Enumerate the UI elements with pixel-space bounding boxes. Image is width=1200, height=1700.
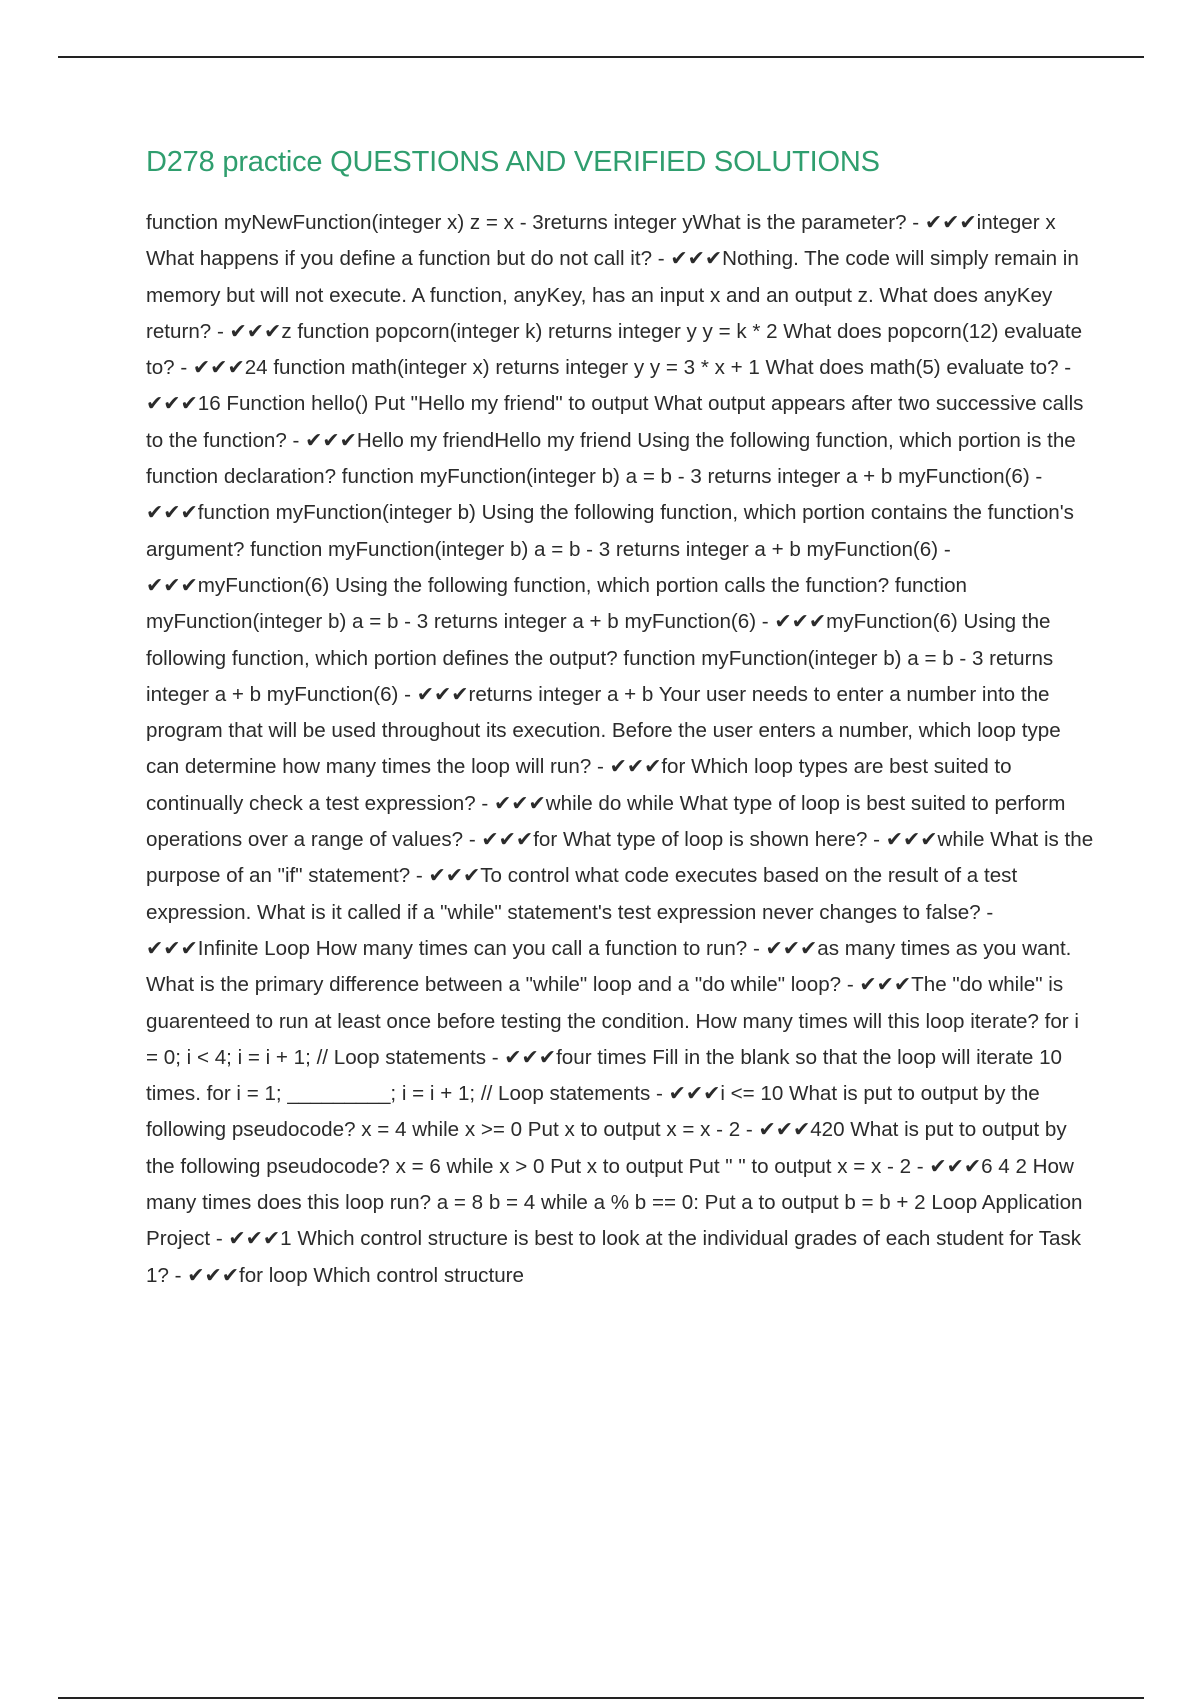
top-divider: [58, 56, 1144, 58]
bottom-divider: [58, 1697, 1144, 1699]
document-title: D278 practice QUESTIONS AND VERIFIED SOLUTIONS: [146, 146, 880, 178]
document-body-text: function myNewFunction(integer x) z = x - 3returns integer yWhat is the parameter? - ✔✔✔integer x What happens if you define a function but do not call it? - ✔✔✔Nothing. The code will simply remain in memory but will not execute. A function, anyKey, has an input x and an output z. What does anyKey return? - ✔✔✔z function popcorn(integer k) returns integer y y = k * 2 What does popcorn(12) evaluate to? - ✔✔✔24 function math(integer x) returns integer y y = 3 * x + 1 What does math(5) evaluate to? - ✔✔✔16 Function hello() Put "Hello my friend" to output What output appears after two successive calls to the function? - ✔✔✔Hello my friendHello my friend Using the following function, which portion is the function declaration? function myFunction(integer b) a = b - 3 returns integer a + b myFunction(6) - ✔✔✔function myFunction(integer b) Using the following function, which portion contains the function's argument? function myFunction(integer b) a = b - 3 returns integer a + b myFunction(6) - ✔✔✔myFunction(6) Using the following function, which portion calls the function? function myFunction(integer b) a = b - 3 returns integer a + b myFunction(6) - ✔✔✔myFunction(6) Using the following function, which portion defines the output? function myFunction(integer b) a = b - 3 returns integer a + b myFunction(6) - ✔✔✔returns integer a + b Your user needs to enter a number into the program that will be used throughout its execution. Before the user enters a number, which loop type can determine how many times the loop will run? - ✔✔✔for Which loop types are best suited to continually check a test expression? - ✔✔✔while do while What type of loop is best suited to perform operations over a range of values? - ✔✔✔for What type of loop is shown here? - ✔✔✔while What is the purpose of an "if" statement? - ✔✔✔To control what code executes based on the result of a test expression. What is it called if a "while" statement's test expression never changes to false? - ✔✔✔Infinite Loop How many times can you call a function to run? - ✔✔✔as many times as you want. What is the primary difference between a "while" loop and a "do while" loop? - ✔✔✔The "do while" is guarenteed to run at least once before testing the condition. How many times will this loop iterate? for i = 0; i < 4; i = i + 1; // Loop statements - ✔✔✔four times Fill in the blank so that the loop will iterate 10 times. for i = 1; _________; i = i + 1; // Loop statements - ✔✔✔i <= 10 What is put to output by the following pseudocode? x = 4 while x >= 0 Put x to output x = x - 2 - ✔✔✔420 What is put to output by the following pseudocode? x = 6 while x > 0 Put x to output Put " " to output x = x - 2 - ✔✔✔6 4 2 How many times does this loop run? a = 8 b = 4 while a % b == 0: Put a to output b = b + 2 Loop Application Project - ✔✔✔1 Which control structure is best to look at the individual grades of each student for Task 1? - ✔✔✔for loop Which control structure: [146, 211, 1094, 1287]
